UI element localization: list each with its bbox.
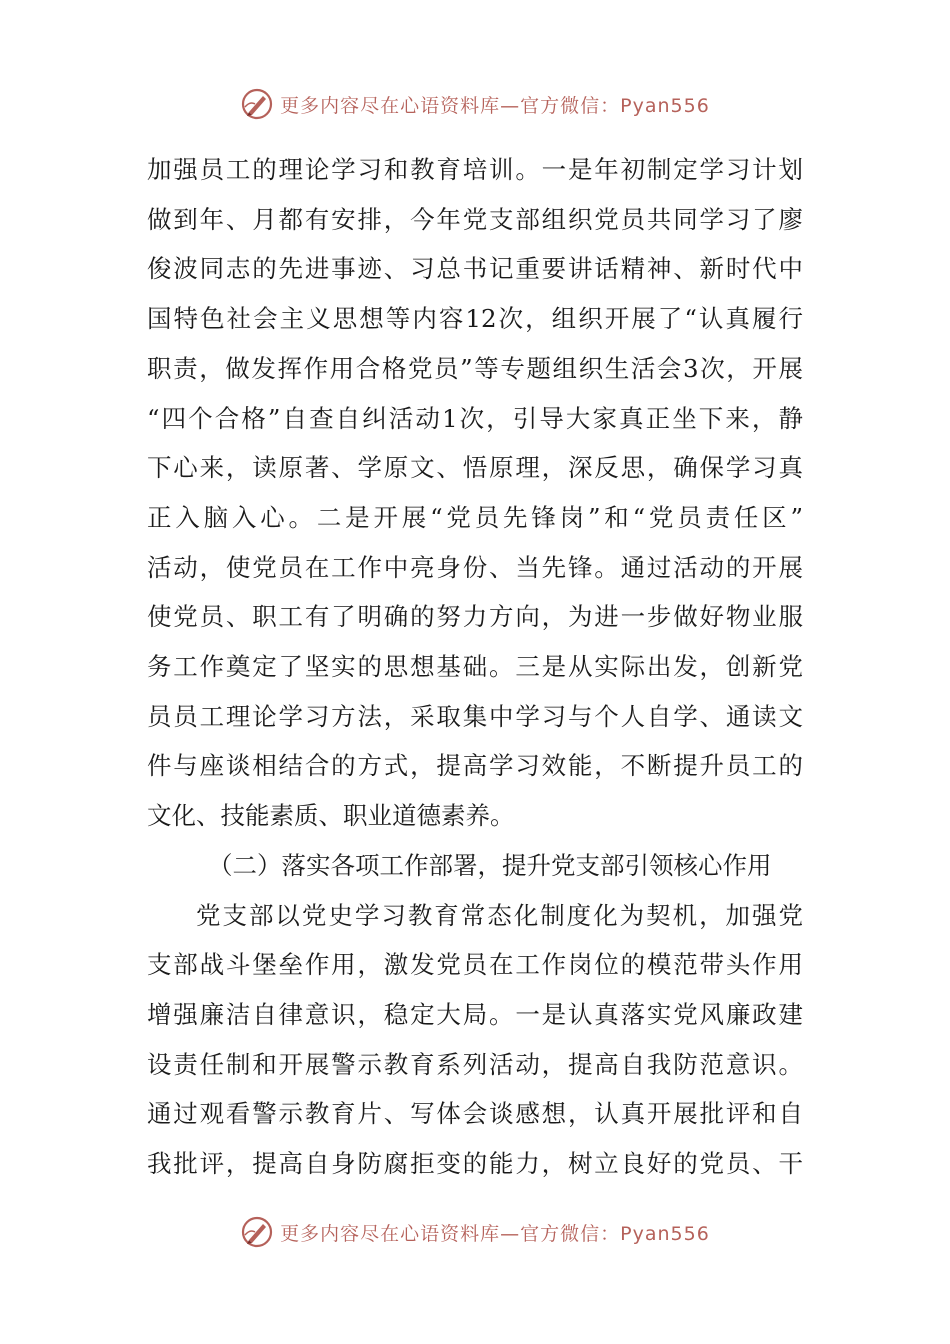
text-line: 党支部以党史学习教育常态化制度化为契机，加强党 [196, 900, 803, 930]
text-line: 职责，做发挥作用合格党员”等专题组织生活会3次，开展 [147, 353, 803, 383]
text-line: 俊波同志的先进事迹、习总书记重要讲话精神、新时代中 [147, 254, 803, 284]
text-line: 我批评，提高自身防腐拒变的能力，树立良好的党员、干 [147, 1149, 803, 1178]
text-line: 活动，使党员在工作中亮身份、当先锋。通过活动的开展 [147, 552, 803, 582]
text-line: 件与座谈相结合的方式，提高学习效能，不断提升员工的 [147, 751, 803, 781]
text-line: 增强廉洁自律意识，稳定大局。一是认真落实党风廉政建 [147, 999, 803, 1029]
text-line: 通过观看警示教育片、写体会谈感想，认真开展批评和自 [147, 1099, 803, 1129]
pen-logo-icon [240, 1215, 274, 1249]
header-watermark [0, 84, 950, 124]
text-line: 加强员工的理论学习和教育培训。一是年初制定学习计划 [147, 155, 803, 184]
text-line: 文化、技能素质、职业道德素养。 [147, 801, 515, 831]
text-line: 做到年、月都有安排，今年党支部组织党员共同学习了廖 [147, 204, 803, 234]
text-line: 正入脑入心。二是开展“党员先锋岗”和“党员责任区” [147, 502, 803, 532]
text-line: 设责任制和开展警示教育系列活动，提高自我防范意识。 [147, 1049, 803, 1079]
pen-logo-icon [240, 87, 274, 121]
section-heading: （二）落实各项工作部署，提升党支部引领核心作用 [208, 850, 772, 880]
footer-watermark [0, 1212, 950, 1252]
text-line: “四个合格”自查自纠活动1次，引导大家真正坐下来，静 [147, 403, 803, 433]
text-line: 支部战斗堡垒作用，激发党员在工作岗位的模范带头作用 [147, 950, 803, 980]
text-line: 下心来，读原著、学原文、悟原理，深反思，确保学习真 [147, 453, 803, 483]
text-line: 员员工理论学习方法，采取集中学习与个人自学、通读文 [147, 701, 803, 731]
watermark-text: 更多内容尽在心语资料库—官方微信：Pyan556 [280, 1222, 710, 1245]
watermark-text: 更多内容尽在心语资料库—官方微信：Pyan556 [280, 94, 710, 117]
text-line: 务工作奠定了坚实的思想基础。三是从实际出发，创新党 [147, 652, 803, 681]
text-line: 使党员、职工有了明确的努力方向，为进一步做好物业服 [147, 602, 803, 632]
text-line: 国特色社会主义思想等内容12次，组织开展了“认真履行 [147, 304, 803, 334]
